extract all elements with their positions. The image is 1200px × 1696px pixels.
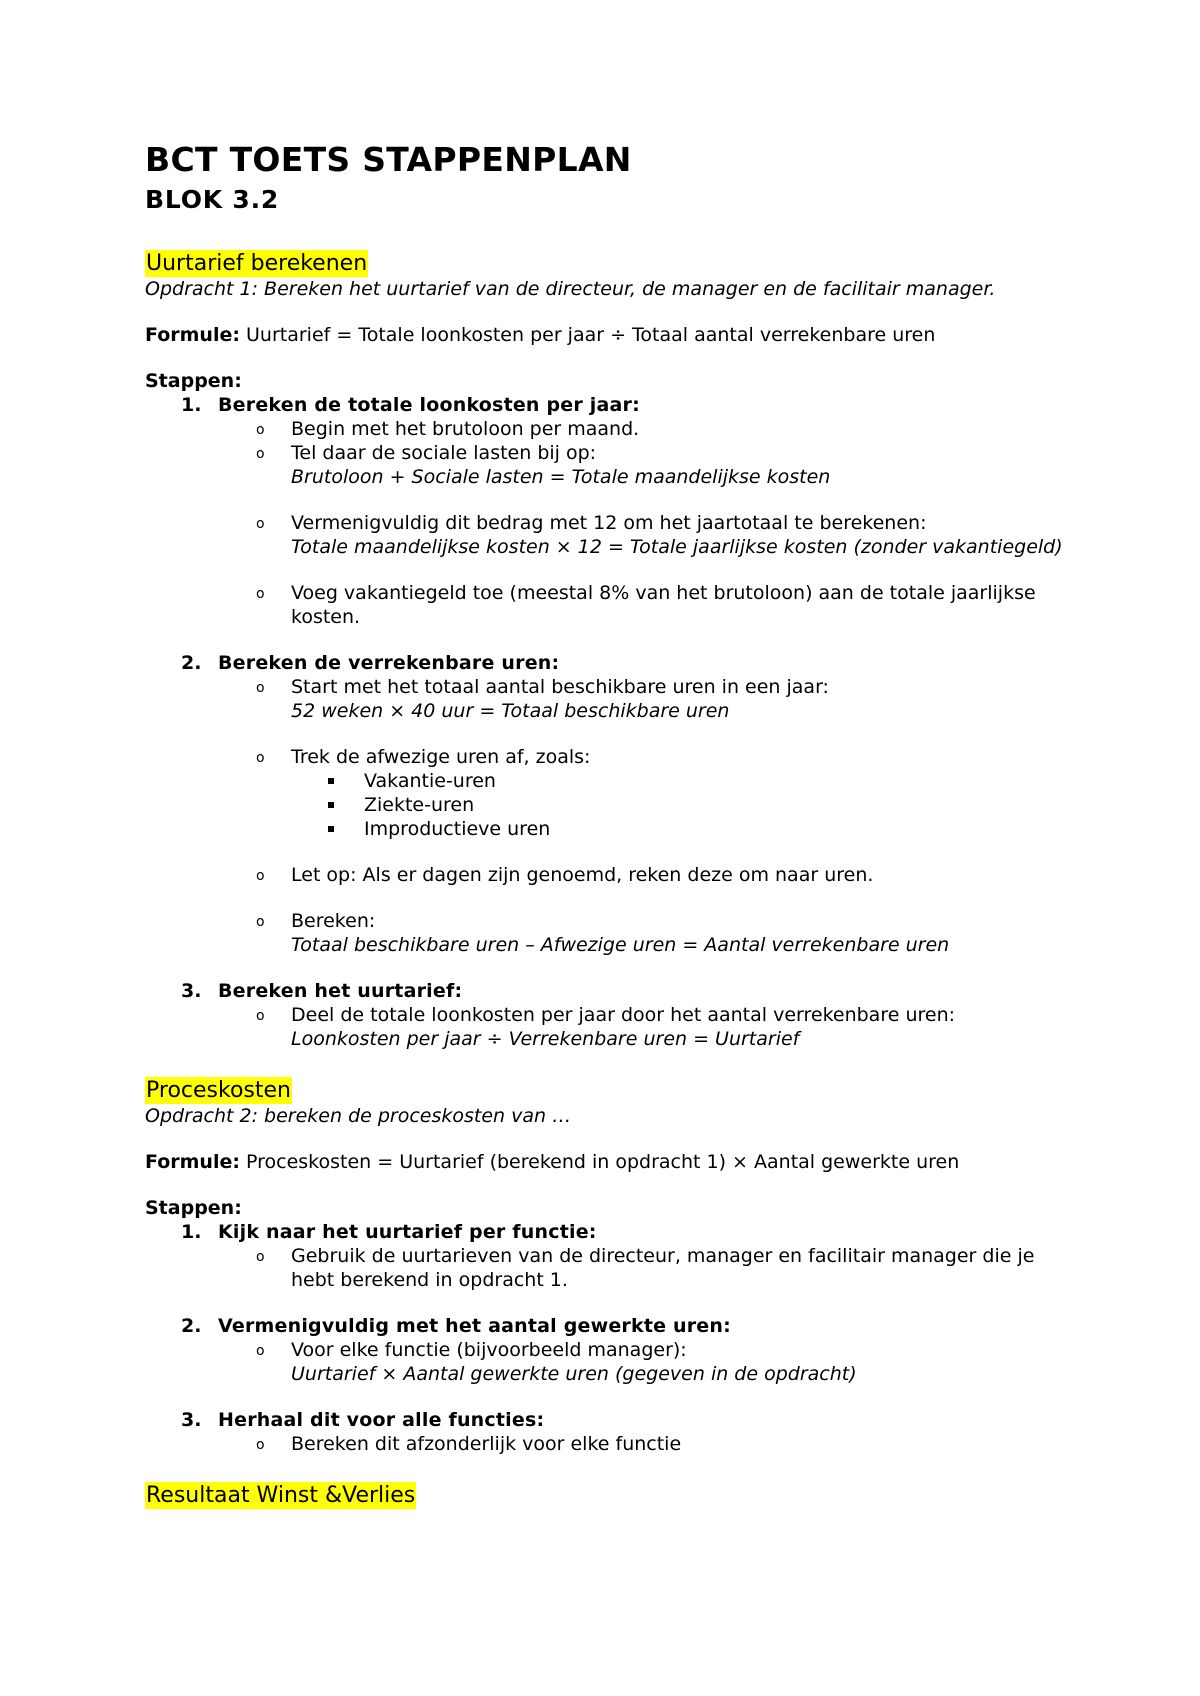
formula-label: Formule:	[145, 324, 240, 346]
sub-item-text: Bereken dit afzonderlijk voor elke functie	[291, 1433, 682, 1455]
circle-bullet-icon: o	[256, 1008, 265, 1024]
step-title: Kijk naar het uurtarief per functie:	[218, 1221, 597, 1243]
formula-text: Proceskosten = Uurtarief (berekend in opdracht 1) × Aantal gewerkte uren	[239, 1151, 960, 1173]
formula-text: Uurtarief = Totale loonkosten per jaar ÷ Totaal aantal verrekenbare uren	[239, 324, 936, 346]
formula-2	[145, 1150, 1075, 1174]
square-bullet-icon	[328, 802, 334, 808]
step-number: 2.	[181, 1315, 202, 1337]
document-page	[145, 140, 1075, 1509]
sub-item	[218, 511, 1075, 559]
sub-item	[218, 1244, 1075, 1292]
sub-item	[218, 441, 1075, 489]
step-item	[145, 651, 1075, 957]
step-number: 1.	[181, 394, 202, 416]
formula-line: Totale maandelijkse kosten × 12 = Totale jaarlijkse kosten (zonder vakantiegeld)	[291, 536, 1063, 558]
square-list-item	[291, 769, 1075, 793]
square-item-text: Improductieve uren	[364, 818, 551, 840]
formula-line: Brutoloon + Sociale lasten = Totale maandelijkse kosten	[291, 466, 831, 488]
circle-bullet-icon: o	[256, 516, 265, 532]
square-bullet-icon	[328, 778, 334, 784]
step-item	[145, 1314, 1075, 1386]
steps-label: Stappen:	[145, 370, 242, 392]
section-heading-uurtarief: Uurtarief berekenen	[146, 251, 368, 276]
step-title: Bereken de totale loonkosten per jaar:	[218, 394, 640, 416]
sub-item	[218, 745, 1075, 841]
circle-bullet-icon: o	[256, 750, 265, 766]
circle-bullet-icon: o	[256, 586, 265, 602]
square-list-item	[291, 817, 1075, 841]
square-item-text: Ziekte-uren	[364, 794, 475, 816]
sub-item	[218, 581, 1075, 629]
square-item-text: Vakantie-uren	[364, 770, 496, 792]
sub-item	[218, 675, 1075, 723]
document-title: BCT TOETS STAPPENPLAN	[145, 140, 632, 179]
section-uurtarief	[145, 250, 1075, 1051]
section-resultaat	[145, 1482, 1075, 1509]
sub-item-text: Gebruik de uurtarieven van de directeur, manager en facilitair manager die je hebt berekend in opdracht 1.	[291, 1245, 1035, 1291]
document-subtitle: BLOK 3.2	[145, 185, 280, 214]
step-number: 3.	[181, 980, 202, 1002]
sub-item	[218, 1338, 1075, 1386]
step-item	[145, 1220, 1075, 1292]
sub-item	[218, 909, 1075, 957]
sub-item-text: Let op: Als er dagen zijn genoemd, reken deze om naar uren.	[291, 864, 874, 886]
step-title: Herhaal dit voor alle functies:	[218, 1409, 545, 1431]
formula-line: Totaal beschikbare uren – Afwezige uren = Aantal verrekenbare uren	[291, 934, 950, 956]
square-list-item	[291, 793, 1075, 817]
step-title: Bereken het uurtarief:	[218, 980, 463, 1002]
step-number: 3.	[181, 1409, 202, 1431]
formula-line: Uurtarief × Aantal gewerkte uren (gegeven in de opdracht)	[291, 1363, 857, 1385]
sub-item-text: Tel daar de sociale lasten bij op:	[291, 442, 597, 464]
formula-1	[145, 323, 1075, 347]
circle-bullet-icon: o	[256, 914, 265, 930]
sub-item	[218, 1432, 1075, 1456]
sub-item-text: Deel de totale loonkosten per jaar door het aantal verrekenbare uren:	[291, 1004, 956, 1026]
step-item	[145, 1408, 1075, 1456]
step-title: Vermenigvuldig met het aantal gewerkte uren:	[218, 1315, 731, 1337]
circle-bullet-icon: o	[256, 422, 265, 438]
sub-item-text: Begin met het brutoloon per maand.	[291, 418, 640, 440]
assignment-2: Opdracht 2: bereken de proceskosten van …	[145, 1105, 572, 1127]
formula-label: Formule:	[145, 1151, 240, 1173]
sub-item-text: Start met het totaal aantal beschikbare uren in een jaar:	[291, 676, 829, 698]
sub-item	[218, 1003, 1075, 1051]
sub-item-text: Voeg vakantiegeld toe (meestal 8% van het brutoloon) aan de totale jaarlijkse kosten.	[291, 582, 1036, 628]
sub-item-text: Vermenigvuldig dit bedrag met 12 om het jaartotaal te berekenen:	[291, 512, 927, 534]
section-proceskosten	[145, 1077, 1075, 1456]
section-heading-proceskosten: Proceskosten	[146, 1078, 291, 1103]
circle-bullet-icon: o	[256, 446, 265, 462]
section-heading-resultaat: Resultaat Winst &Verlies	[146, 1483, 416, 1508]
steps-label: Stappen:	[145, 1197, 242, 1219]
circle-bullet-icon: o	[256, 680, 265, 696]
sub-item	[218, 863, 1075, 887]
formula-line: Loonkosten per jaar ÷ Verrekenbare uren = Uurtarief	[291, 1028, 800, 1050]
steps-list	[145, 393, 1075, 1051]
step-number: 1.	[181, 1221, 202, 1243]
assignment-1: Opdracht 1: Bereken het uurtarief van de directeur, de manager en de facilitair manager.	[145, 278, 996, 300]
formula-line: 52 weken × 40 uur = Totaal beschikbare uren	[291, 700, 730, 722]
sub-item-text: Trek de afwezige uren af, zoals:	[291, 746, 591, 768]
circle-bullet-icon: o	[256, 1343, 265, 1359]
step-item	[145, 979, 1075, 1051]
step-title: Bereken de verrekenbare uren:	[218, 652, 560, 674]
circle-bullet-icon: o	[256, 1249, 265, 1265]
square-bullet-icon	[328, 826, 334, 832]
step-item	[145, 393, 1075, 629]
sub-item-text: Bereken:	[291, 910, 376, 932]
steps-list	[145, 1220, 1075, 1456]
step-number: 2.	[181, 652, 202, 674]
sub-item	[218, 417, 1075, 441]
circle-bullet-icon: o	[256, 868, 265, 884]
sub-item-text: Voor elke functie (bijvoorbeeld manager):	[291, 1339, 687, 1361]
square-bullet-list	[291, 769, 1075, 841]
circle-bullet-icon: o	[256, 1437, 265, 1453]
